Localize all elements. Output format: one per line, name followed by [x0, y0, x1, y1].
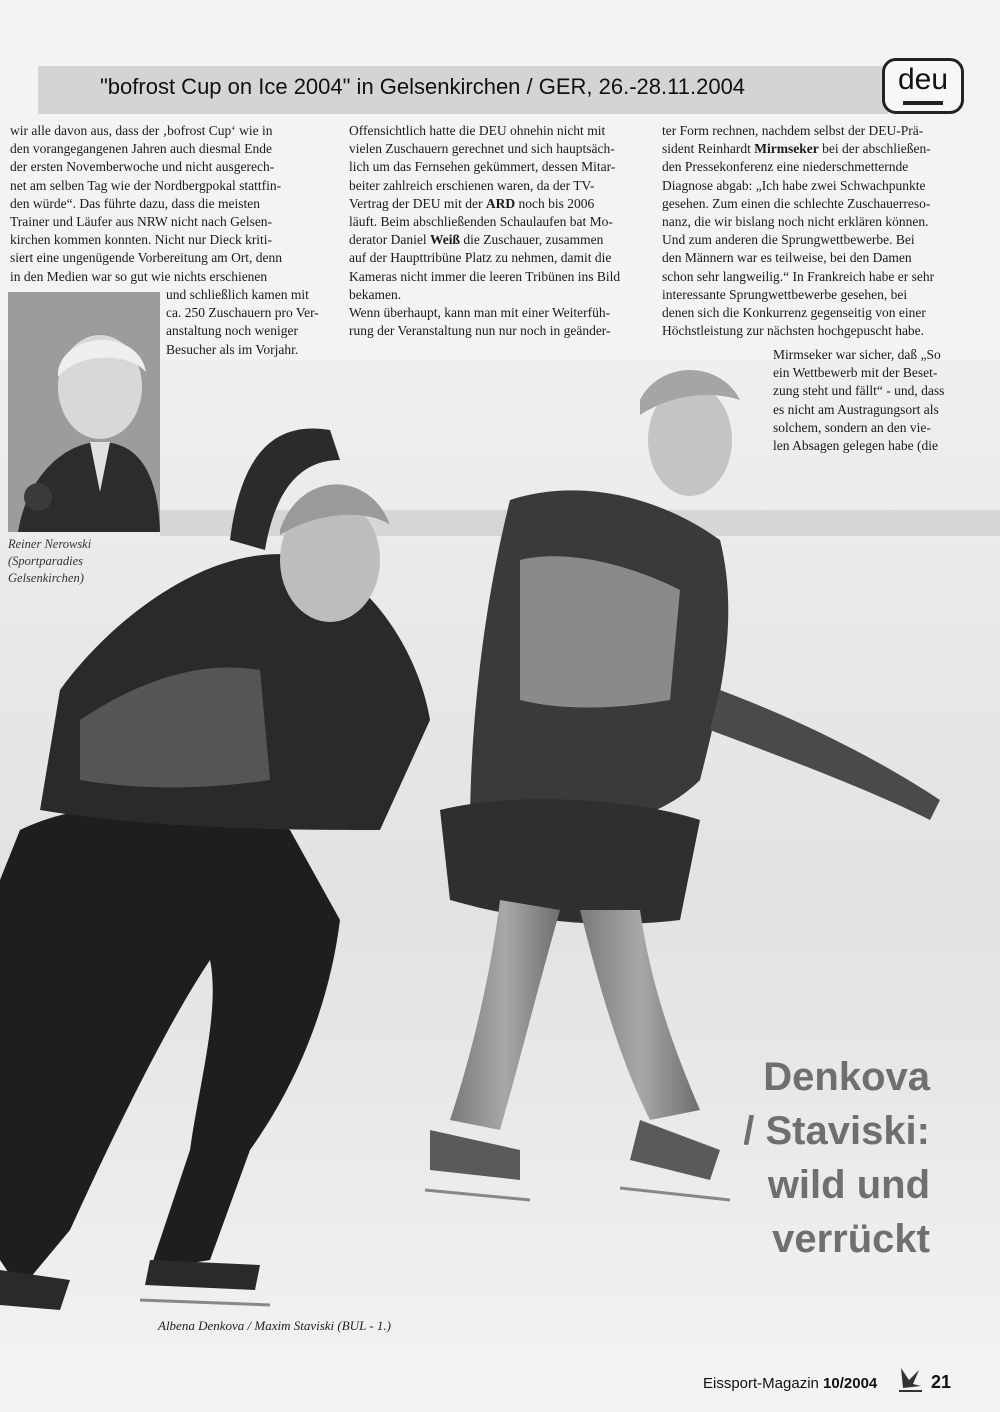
text-line: siert eine ungenügende Vorbereitung am Ort, denn	[10, 250, 283, 266]
text-line: anstaltung noch weniger	[166, 323, 298, 339]
text-line: interessante Sprungwettbewerbe gesehen, bei	[662, 286, 908, 302]
portrait-caption-org: (Sportparadies	[8, 554, 83, 568]
text-line: Höchstleistung zur nächsten hochgepuscht habe.	[662, 323, 925, 339]
portrait-caption-city: Gelsenkirchen)	[8, 571, 84, 585]
deu-logo	[882, 58, 964, 114]
text-line: den Männern war es teilweise, bei den Damen	[662, 250, 912, 266]
text-line: vielen Zuschauern gerechnet und sich hauptsäch-	[349, 141, 615, 157]
deu-logo-underline	[903, 101, 943, 105]
text-line	[662, 140, 960, 158]
text-line: Mirmseker war sicher, daß „So	[773, 347, 941, 362]
text-line: und schließlich kamen mit	[166, 287, 309, 302]
bold-name: Mirmseker	[754, 141, 819, 157]
portrait-caption	[8, 536, 158, 587]
portrait-illustration	[8, 292, 160, 532]
article-column-2	[349, 122, 649, 340]
text-line: Und zum anderen die Sprungwettbewerbe. Bei	[662, 232, 915, 248]
headline-line: Denkova	[763, 1055, 930, 1099]
article-column-3	[662, 122, 960, 340]
text-line: denen sich die Konkurrenz gegenseitig von einer	[662, 305, 926, 321]
text-run: derator Daniel	[349, 232, 430, 248]
portrait-photo	[8, 292, 160, 532]
text-line	[349, 231, 649, 249]
text-line: Kameras nicht immer die leeren Tribünen ins Bild	[349, 268, 621, 284]
text-run: sident Reinhardt	[662, 141, 755, 157]
article-column-3-narrow	[773, 346, 960, 455]
headline-line: wild und	[767, 1163, 930, 1207]
text-line: solchem, sondern an den vie-	[773, 419, 931, 435]
text-line: ca. 250 Zuschauern pro Ver-	[166, 305, 319, 321]
text-line: schon sehr langweilig.“ In Frankreich habe er sehr	[662, 268, 935, 284]
text-run: noch bis 2006	[515, 195, 595, 211]
portrait-caption-name: Reiner Nerowski	[8, 537, 92, 551]
text-line: auf der Haupttribüne Platz zu nehmen, damit die	[349, 250, 612, 266]
headline-line: / Staviski:	[743, 1109, 930, 1153]
text-line: Besucher als im Vorjahr.	[166, 341, 299, 357]
text-run: bei der abschließen-	[818, 141, 931, 157]
page-number: 21	[931, 1372, 952, 1392]
text-line: Diagnose abgab: „Ich habe zwei Schwachpunkte	[662, 177, 926, 193]
text-line	[349, 195, 649, 213]
text-run: Vertrag der DEU mit der	[349, 195, 486, 211]
text-line: gesehen. Zum einen die schlechte Zuschauerreso-	[662, 195, 931, 211]
text-line: kirchen kommen konnten. Nicht nur Dieck kriti-	[10, 232, 273, 248]
text-line: Wenn überhaupt, kann man mit einer Weiterfüh-	[349, 305, 611, 321]
article-column-1-narrow	[166, 286, 335, 359]
text-line: den Pressekonferenz eine niederschmetternde	[662, 159, 909, 175]
text-line: nanz, die wir bislang noch nicht erklären können.	[662, 214, 929, 230]
text-line: ein Wettbewerb mit der Beset-	[773, 365, 938, 381]
text-line: beiter zahlreich erschienen waren, da der TV-	[349, 177, 595, 193]
footer-magazine	[703, 1375, 877, 1392]
text-line: in den Medien war so gut wie nichts erschienen	[10, 268, 268, 284]
text-line: es nicht am Austragungsort als	[773, 401, 939, 417]
header-title: "bofrost Cup on Ice 2004" in Gelsenkirchen / GER, 26.-28.11.2004	[100, 74, 746, 99]
text-run: die Zuschauer, zusammen	[459, 232, 604, 248]
text-line: rung der Veranstaltung nun nur noch in geänder-	[349, 323, 611, 339]
text-line: ter Form rechnen, nachdem selbst der DEU-Prä-	[662, 123, 924, 138]
text-line: wir alle davon aus, dass der ‚bofrost Cup‘ wie in	[10, 123, 273, 138]
deu-logo-text: deu	[897, 63, 949, 96]
text-line: den würde“. Das führte dazu, dass die meisten	[10, 195, 261, 211]
text-line: der ersten Novemberwoche und nicht ausgerech-	[10, 159, 275, 175]
headline-line: verrückt	[772, 1217, 930, 1261]
footer-issue: 10/2004	[823, 1375, 878, 1392]
footer-magazine-name: Eissport-Magazin	[703, 1375, 824, 1392]
bold-name: ARD	[485, 195, 516, 211]
text-line: Trainer und Läufer aus NRW nicht nach Gelsen-	[10, 214, 273, 230]
skate-logo-icon	[895, 1364, 925, 1394]
text-line: zung steht und fällt“ - und, dass	[773, 383, 945, 399]
text-line: läuft. Beim abschließenden Schaulaufen bat Mo-	[349, 214, 613, 230]
bold-name: Weiß	[429, 232, 460, 248]
article-headline	[700, 1050, 930, 1266]
text-line: lich um das Fernsehen gekümmert, dessen Mitar-	[349, 159, 616, 175]
text-line: net am selben Tag wie der Nordbergpokal stattfin-	[10, 177, 282, 193]
text-line: len Absagen gelegen habe (die	[773, 438, 938, 454]
photo-caption: Albena Denkova / Maxim Staviski (BUL - 1.)	[158, 1318, 391, 1333]
text-line: den vorangegangenen Jahren auch diesmal Ende	[10, 141, 273, 157]
text-line: Offensichtlich hatte die DEU ohnehin nicht mit	[349, 123, 606, 138]
text-line: bekamen.	[349, 286, 402, 302]
article-column-1	[10, 122, 335, 286]
